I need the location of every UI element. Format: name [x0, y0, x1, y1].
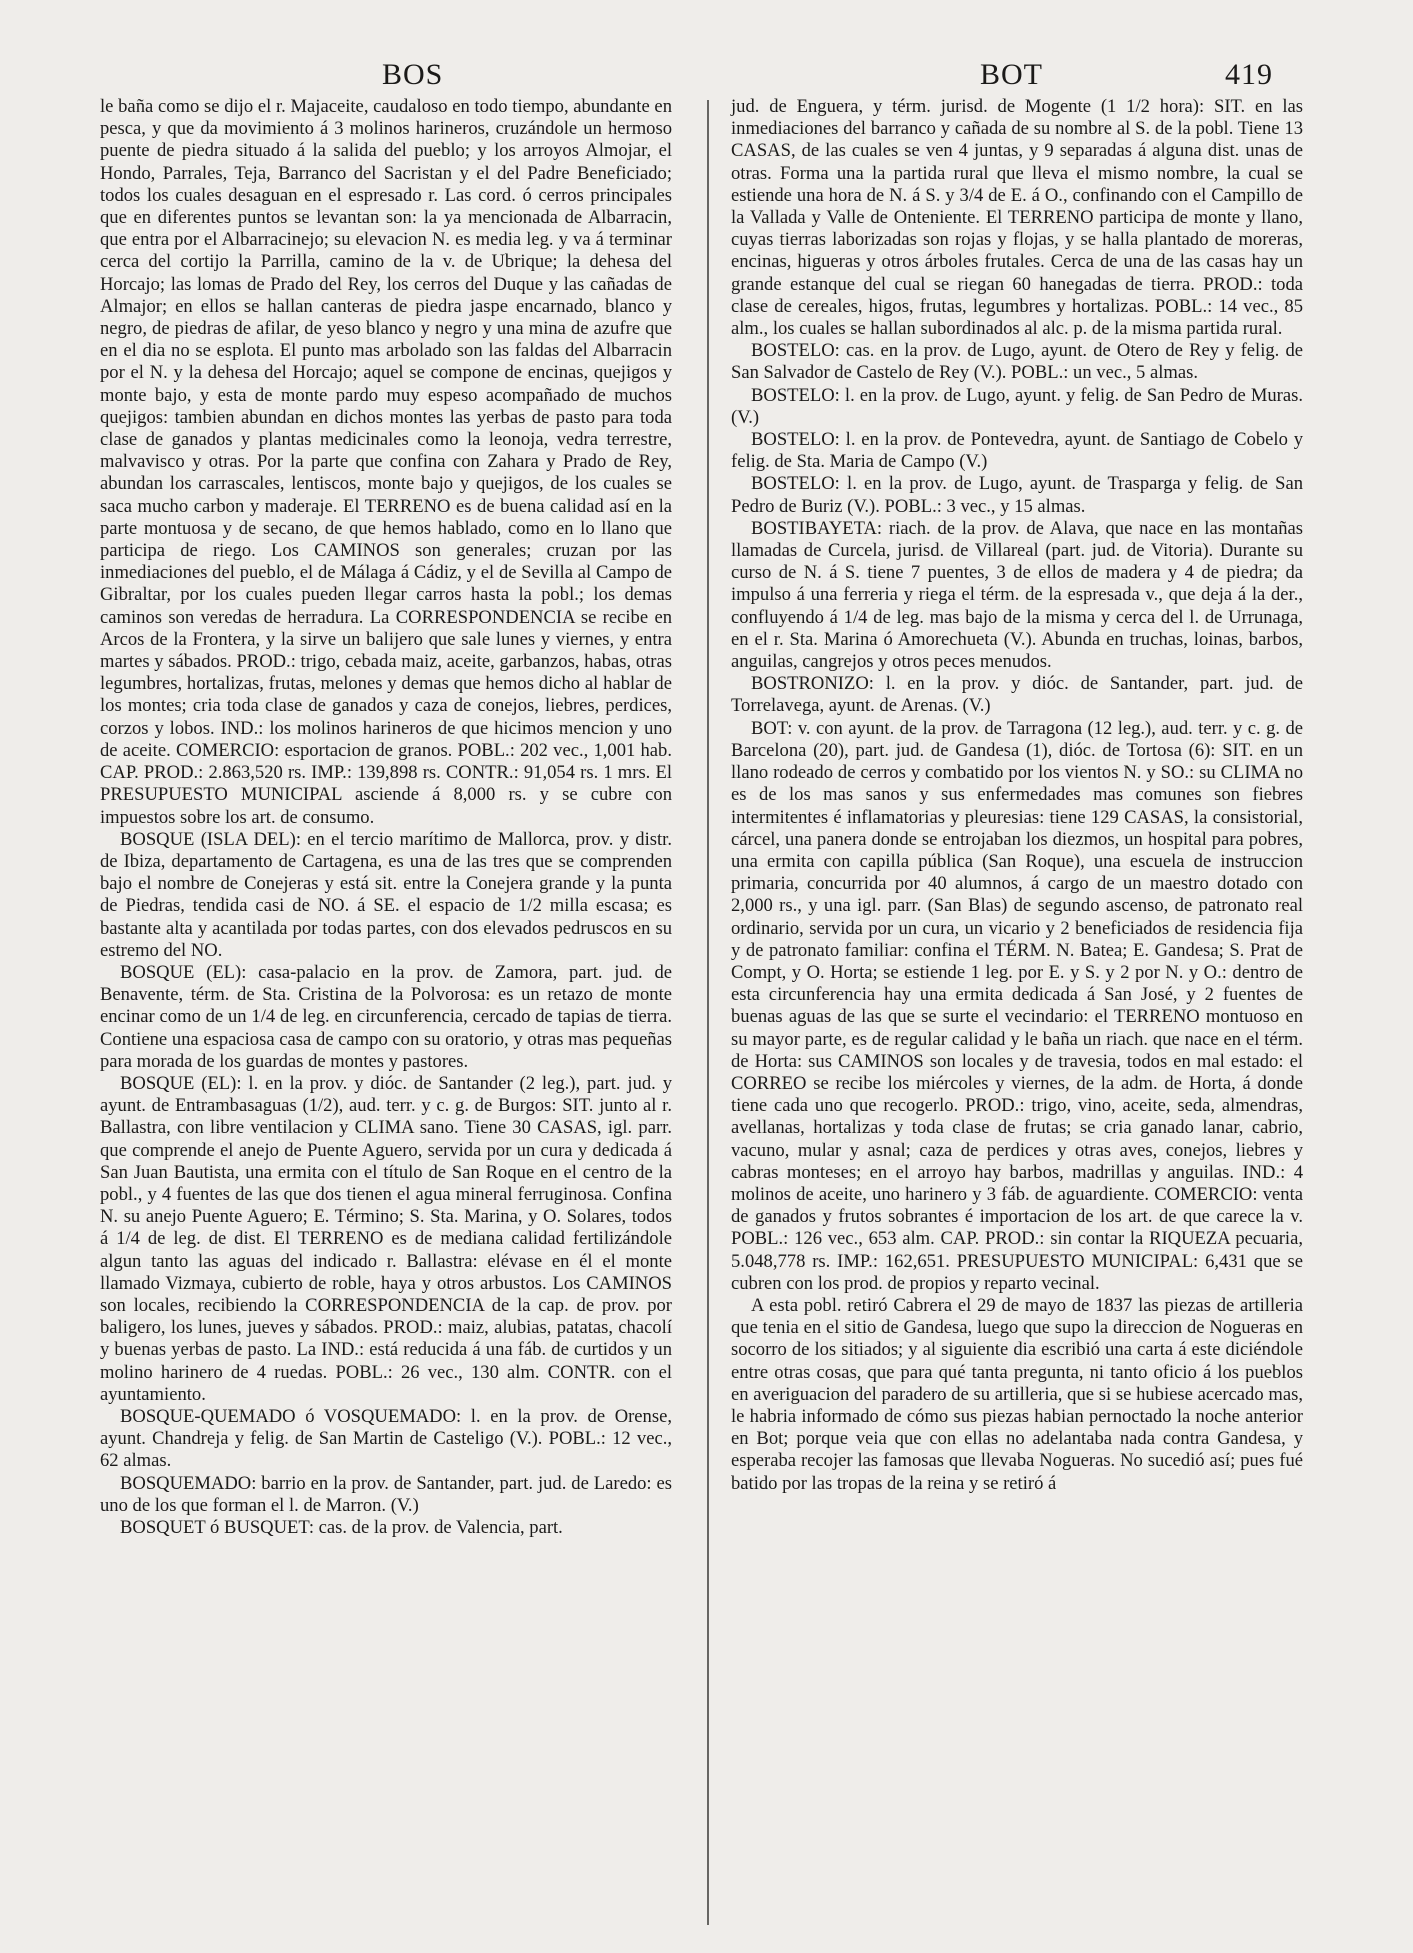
entry-continuation: le baña como se dijo el r. Majaceite, caudaloso en todo tiempo, abundante en pesca, y que da movimiento á 3 molinos harineros, cruzándole un hermoso puente de piedra situado á la salida del pueblo; y los arroyos Almojar, el Hondo, Parrales, Teja, Barranco del Sacristan y el del Padre Beneficiado; todos los cuales desaguan en el espresado r. Las cord. ó cerros principales que en diferentes puntos se levantan son: la ya mencionada de Albarracin, que entra por el Albarracinejo; su elevacion N. es media leg. y va á terminar cerca del cortijo la Parrilla, camino de la v. de Ubrique; la dehesa del Horcajo; las lomas de Prado del Rey, los cerros del Duque y las cañadas de Almajor; en ellos se hallan canteras de piedra jaspe encarnado, blanco y negro, de piedras de afilar, de yeso blanco y negro y una mina de azufre que en el dia no se esplota. El punto mas arbolado son las faldas del Albarracin por el N. y la dehesa del Horcajo; aquel se compone de encinas, quejigos y monte bajo, y esta de monte pardo muy espeso acompañado de muchos quejigos: tambien abundan en dichos montes las yerbas de pasto para toda clase de ganados y plantas medicinales como la leonoja, vedra terrestre, malvavisco y otras. Por la parte que confina con Zahara y Prado de Rey, abundan los carrascales, lentiscos, monte bajo y quejigos, de los cuales se saca mucho carbon y maderaje. El TERRENO es de buena calidad así en la parte montuosa y de secano, de que hemos hablado, como en lo llano que participa de riego. Los CAMINOS son generales; cruzan por las inmediaciones del pueblo, el de Málaga á Cádiz, y el de Sevilla al Campo de Gibraltar, por los cuales pueden llegar carros hasta la pobl.; los demas caminos son veredas de herradura. La CORRESPONDENCIA se recibe en Arcos de la Frontera, y la sirve un balijero que sale lunes y viernes, y entra martes y sábados. PROD.: trigo, cebada maiz, aceite, garbanzos, habas, otras legumbres, hortalizas, frutas, melones y demas que hemos dicho al hablar de los montes; cria toda clase de ganados y caza de conejos, liebres, perdices, corzos y lobos. IND.: los molinos harineros de que hicimos mencion y uno de aceite. COMERCIO: esportacion de granos. POBL.: 202 vec., 1,001 hab. CAP. PROD.: 2.863,520 rs. IMP.: 139,898 rs. CONTR.: 91,054 rs. 1 mrs. El PRESUPUESTO MUNICIPAL asciende á 8,000 rs. y se cubre con impuestos sobre los art. de consumo.: [100, 96, 672, 828]
entry-bosquet: BOSQUET ó BUSQUET: cas. de la prov. de Valencia, part.: [120, 1517, 563, 1538]
entry-bot-history: A esta pobl. retiró Cabrera el 29 de mayo de 1837 las piezas de artilleria que tenia en el sitio de Gandesa, luego que supo la direccion de Nogueras en socorro de los sitiados; y al siguiente dia escribió una carta á este diciéndole entre otras cosas, que para qué tanta pregunta, ni tanto oficio á los pueblos en averiguacion del paradero de su artilleria, que si se hubiese acercado mas, le habria informado de cómo sus piezas habian pernoctado la noche anterior en Bot; porque veia que con ellas no adelantaba nada contra Gandesa, y esperaba recojer las famosas que llevaba Nogueras. No sucedió así; pues fué batido por las tropas de la reina y se retiró á: [731, 1294, 1303, 1494]
entry-bosque-el-zamora: BOSQUE (EL): casa-palacio en la prov. de Zamora, part. jud. de Benavente, térm. de Sta. Cristina de la Polvorosa: es un retazo de monte encinar como de un 1/4 de leg. en circunferencia, cercado de tapias de tierra. Contiene una espaciosa casa de campo con su oratorio, y otras mas pequeñas para morada de los guardas de montes y pastores.: [100, 961, 672, 1072]
entry-bostibayeta: BOSTIBAYETA: riach. de la prov. de Alava, que nace en las montañas llamadas de Curcela, jurisd. de Villareal (part. jud. de Vitoria). Durante su curso de N. á S. tiene 7 puentes, 3 de ellos de madera y 4 de piedra; da impulso á una ferreria y riega el térm. de la espresada v., que deja á la der., confluyendo á 1/4 de leg. mas bajo de la misma y cerca del l. de Urrunaga, en el r. Sta. Marina ó Amorechueta (V.). Abunda en truchas, loinas, barbos, anguilas, cangrejos y otros peces menudos.: [731, 517, 1303, 673]
page-number: 419: [1225, 58, 1273, 91]
column-divider: [707, 100, 709, 1925]
entry-continuation-right: jud. de Enguera, y térm. jurisd. de Mogente (1 1/2 hora): SIT. en las inmediaciones del barranco y cañada de su nombre al S. de la pobl. Tiene 13 CASAS, de las cuales se ven 4 juntas, y 9 separadas á alguna dist. unas de otras. Forma una la partida rural que lleva el mismo nombre, la cual se estiende una hora de N. á S. y 3/4 de E. á O., confinando con el Campillo de la Vallada y Valle de Onteniente. El TERRENO participa de monte y llano, cuyas tierras laborizadas son rojas y flojas, y se halla plantado de moreras, encinas, higueras y otros árboles frutales. Cerca de una de las casas hay un grande estanque del cual se riegan 60 hanegadas de tierra. PROD.: toda clase de cereales, higos, frutas, legumbres y hortalizas. POBL.: 14 vec., 85 alm., los cuales se hallan subordinados al alc. p. de la misma partida rural.: [731, 96, 1303, 340]
right-column: [731, 96, 1303, 1495]
entry-bostronizo: BOSTRONIZO: l. en la prov. y dióc. de Santander, part. jud. de Torrelavega, ayunt. de Arenas. (V.): [731, 673, 1303, 717]
entry-bosque-el-santander: BOSQUE (EL): l. en la prov. y dióc. de Santander (2 leg.), part. jud. y ayunt. de Entrambasaguas (1/2), aud. terr. y c. g. de Burgos: SIT. junto al r. Ballastra, con libre ventilacion y CLIMA sano. Tiene 30 CASAS, igl. parr. que comprende el anejo de Puente Aguero, servida por un cura y dedicada á San Juan Bautista, una ermita con el título de San Roque en el centro de la pobl., y 4 fuentes de las que dos tienen el agua mineral ferruginosa. Confina N. su anejo Puente Aguero; E. Término; S. Sta. Marina, y O. Solares, todos á 1/4 de leg. de dist. El TERRENO es de mediana calidad fertilizándole algun tanto las aguas del indicado r. Ballastra: elévase en él el monte llamado Vizmaya, cubierto de roble, haya y otros arbustos. Los CAMINOS son locales, recibiendo la CORRESPONDENCIA de la cap. de prov. por baligero, los lunes, jueves y sábados. PROD.: maiz, alubias, patatas, chacolí y buenas yerbas de pasto. La IND.: está reducida á una fáb. de curtidos y un molino harinero de 4 ruedas. POBL.: 26 vec., 130 alm. CONTR. con el ayuntamiento.: [100, 1072, 672, 1405]
entry-bostelo-2: BOSTELO: l. en la prov. de Lugo, ayunt. y felig. de San Pedro de Muras. (V.): [731, 384, 1303, 428]
entry-bosquemado: BOSQUEMADO: barrio en la prov. de Santander, part. jud. de Laredo: es uno de los que forman el l. de Marron. (V.): [100, 1472, 672, 1516]
entry-bot: BOT: v. con ayunt. de la prov. de Tarragona (12 leg.), aud. terr. y c. g. de Barcelona (20), part. jud. de Gandesa (1), dióc. de Tortosa (6): SIT. en un llano rodeado de cerros y combatido por los vientos N. y SO.: su CLIMA no es de los mas sanos y sus enfermedades mas comunes son fiebres intermitentes é inflamatorias y pleuresias: tiene 129 CASAS, la consistorial, cárcel, una panera donde se entrojaban los diezmos, un hospital para pobres, una ermita con capilla pública (San Roque), una escuela de instruccion primaria, concurrida por 40 alumnos, á cargo de un maestro dotado con 2,000 rs., y una igl. parr. (San Blas) de segundo ascenso, de patronato real ordinario, servida por un cura, un vicario y 2 beneficiados de residencia fija y de patronato familiar: confina el TÉRM. N. Batea; E. Gandesa; S. Prat de Compt, y O. Horta; se estiende 1 leg. por E. y S. y 2 por N. y O.: dentro de esta circunferencia hay una ermita dedicada á San José, y 2 fuentes de buenas aguas de las que se surte el vecindario: el TERRENO montuoso en su mayor parte, es de regular calidad y le baña un riach. que nace en el térm. de Horta: sus CAMINOS son locales y de travesia, todos en mal estado: el CORREO se recibe los miércoles y viernes, de la adm. de Horta, á donde tiene cada uno que recogerlo. PROD.: trigo, vino, aceite, seda, almendras, avellanas, hortalizas y toda clase de frutas; se cria ganado lanar, cabrio, vacuno, mular y asnal; caza de perdices y otras aves, conejos, liebres y cabras monteses; en el arroyo hay barbos, madrillas y anguilas. IND.: 4 molinos de aceite, uno harinero y 3 fáb. de aguardiente. COMERCIO: venta de ganados y frutos sobrantes é importacion de los art. de que carece la v. POBL.: 126 vec., 653 alm. CAP. PROD.: sin contar la RIQUEZA pecuaria, 5.048,778 rs. IMP.: 162,651. PRESUPUESTO MUNICIPAL: 6,431 que se cubren con los prod. de propios y reparto vecinal.: [731, 717, 1303, 1294]
entry-bostelo-4: BOSTELO: l. en la prov. de Lugo, ayunt. de Trasparga y felig. de San Pedro de Buriz (V.). POBL.: 3 vec., y 15 almas.: [731, 473, 1303, 517]
entry-bostelo-3: BOSTELO: l. en la prov. de Pontevedra, ayunt. de Santiago de Cobelo y felig. de Sta. Maria de Campo (V.): [731, 429, 1303, 473]
entry-bosque-isla: BOSQUE (ISLA DEL): en el tercio marítimo de Mallorca, prov. y distr. de Ibiza, departamento de Cartagena, es una de las tres que se comprenden bajo el nombre de Conejeras y está sit. entre la Conejera grande y la punta de Piedras, tendida casi de NO. á SE. el espacio de 1/2 milla escasa; es bastante alta y acantilada por todas partes, con dos elevados pedruscos en su estremo del NO.: [100, 828, 672, 961]
running-head-right: BOT: [980, 58, 1043, 91]
running-head-left: BOS: [382, 58, 444, 91]
entry-bosque-quemado: BOSQUE-QUEMADO ó VOSQUEMADO: l. en la prov. de Orense, ayunt. Chandreja y felig. de San Martin de Casteligo (V.). POBL.: 12 vec., 62 almas.: [100, 1405, 672, 1472]
left-column: [100, 96, 672, 1539]
entry-bostelo-1: BOSTELO: cas. en la prov. de Lugo, ayunt. de Otero de Rey y felig. de San Salvador de Castelo de Rey (V.). POBL.: un vec., 5 almas.: [731, 340, 1303, 384]
